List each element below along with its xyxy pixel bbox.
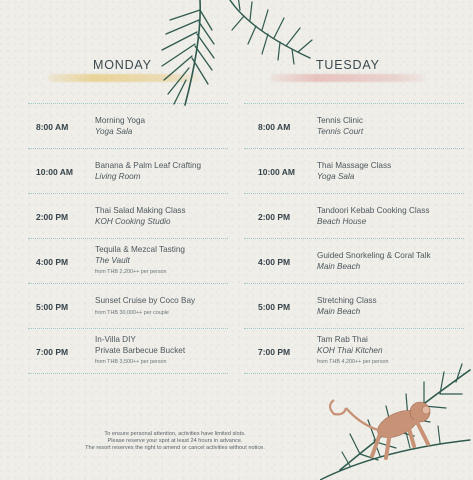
activity-price: from THB 2,200++ per person bbox=[95, 269, 167, 275]
activity-price: from THB 30,000++ per couple bbox=[95, 309, 169, 316]
footer-line: The resort reserves the right to amend or cancel activities without notice. bbox=[85, 445, 265, 451]
activity-title: Thai Salad Making Class bbox=[95, 206, 186, 215]
activity-venue: Main Beach bbox=[317, 261, 361, 271]
activity-title: In-Villa DIY bbox=[95, 335, 136, 344]
activity-price: from THB 4,200++ per person bbox=[317, 359, 389, 365]
activity-info bbox=[95, 335, 185, 368]
activity-row bbox=[0, 151, 236, 195]
activity-row bbox=[0, 106, 236, 150]
activity-title: Stretching Class bbox=[317, 296, 377, 305]
activity-venue: The Vault bbox=[95, 255, 130, 265]
activity-info bbox=[317, 116, 363, 137]
activity-title: Guided Snorkeling & Coral Talk bbox=[317, 251, 431, 260]
monkey-on-palm-icon bbox=[320, 360, 473, 480]
activity-title: Sunset Cruise by Coco Bay bbox=[95, 296, 196, 305]
divider bbox=[244, 283, 464, 284]
activity-time: 8:00 AM bbox=[36, 122, 69, 132]
activity-venue: Yoga Sala bbox=[317, 171, 355, 181]
day-heading: TUESDAY bbox=[316, 58, 380, 72]
activity-time: 5:00 PM bbox=[36, 302, 69, 312]
activity-title: Banana & Palm Leaf Crafting bbox=[95, 161, 202, 170]
activity-row bbox=[236, 106, 472, 150]
activity-row bbox=[236, 196, 472, 240]
activity-venue: KOH Thai Kitchen bbox=[317, 345, 383, 355]
activity-row bbox=[0, 331, 236, 375]
divider bbox=[28, 283, 228, 284]
palm-leaf-icon bbox=[140, 0, 320, 110]
divider bbox=[244, 238, 464, 239]
footer-line: To ensure personal attention, activities have limited slots. bbox=[104, 431, 246, 437]
activity-info bbox=[95, 161, 201, 182]
divider bbox=[28, 193, 228, 194]
activity-time: 10:00 AM bbox=[36, 167, 74, 177]
activity-row bbox=[236, 241, 472, 285]
activity-venue: Main Beach bbox=[317, 306, 361, 316]
activity-row bbox=[236, 286, 472, 330]
activity-row bbox=[236, 151, 472, 195]
activity-title: Tam Rab Thai bbox=[317, 335, 368, 344]
activity-venue: Living Room bbox=[95, 171, 141, 181]
activity-time: 4:00 PM bbox=[258, 257, 291, 267]
activity-venue: Beach House bbox=[317, 216, 367, 226]
activity-venue: Tennis Court bbox=[317, 126, 364, 136]
activity-info bbox=[317, 251, 431, 272]
activity-info bbox=[317, 296, 377, 317]
activity-title-line2: Private Barbecue Bucket bbox=[95, 345, 186, 355]
activity-row bbox=[0, 196, 236, 240]
divider bbox=[244, 148, 464, 149]
activity-info bbox=[95, 245, 185, 278]
activity-time: 2:00 PM bbox=[258, 212, 291, 222]
activity-time: 7:00 PM bbox=[258, 347, 291, 357]
activity-row bbox=[0, 241, 236, 285]
activity-venue: KOH Cooking Studio bbox=[95, 216, 171, 226]
activity-info bbox=[95, 296, 195, 318]
divider bbox=[28, 373, 228, 374]
activity-price: from THB 3,500++ per person bbox=[95, 359, 167, 365]
footer-note bbox=[40, 431, 310, 452]
activity-title: Thai Massage Class bbox=[317, 161, 392, 170]
activity-time: 10:00 AM bbox=[258, 167, 296, 177]
divider bbox=[244, 193, 464, 194]
activity-info bbox=[317, 161, 391, 182]
footer-line: Please reserve your spot at least 24 hours in advance. bbox=[107, 438, 243, 444]
activity-time: 8:00 AM bbox=[258, 122, 291, 132]
divider bbox=[28, 328, 228, 329]
activity-time: 5:00 PM bbox=[258, 302, 291, 312]
activity-title: Tandoori Kebab Cooking Class bbox=[317, 206, 430, 215]
divider bbox=[244, 328, 464, 329]
activity-title: Tequila & Mezcal Tasting bbox=[95, 245, 185, 254]
day-heading: MONDAY bbox=[93, 58, 152, 72]
activity-title: Morning Yoga bbox=[95, 116, 146, 125]
activity-time: 7:00 PM bbox=[36, 347, 69, 357]
divider bbox=[28, 238, 228, 239]
activity-info bbox=[95, 116, 145, 137]
activity-info bbox=[95, 206, 186, 227]
divider bbox=[28, 148, 228, 149]
activity-info bbox=[317, 206, 429, 227]
activity-row bbox=[0, 286, 236, 330]
activity-time: 4:00 PM bbox=[36, 257, 69, 267]
activity-time: 2:00 PM bbox=[36, 212, 69, 222]
activity-title: Tennis Clinic bbox=[317, 116, 363, 125]
activity-venue: Yoga Sala bbox=[95, 126, 133, 136]
